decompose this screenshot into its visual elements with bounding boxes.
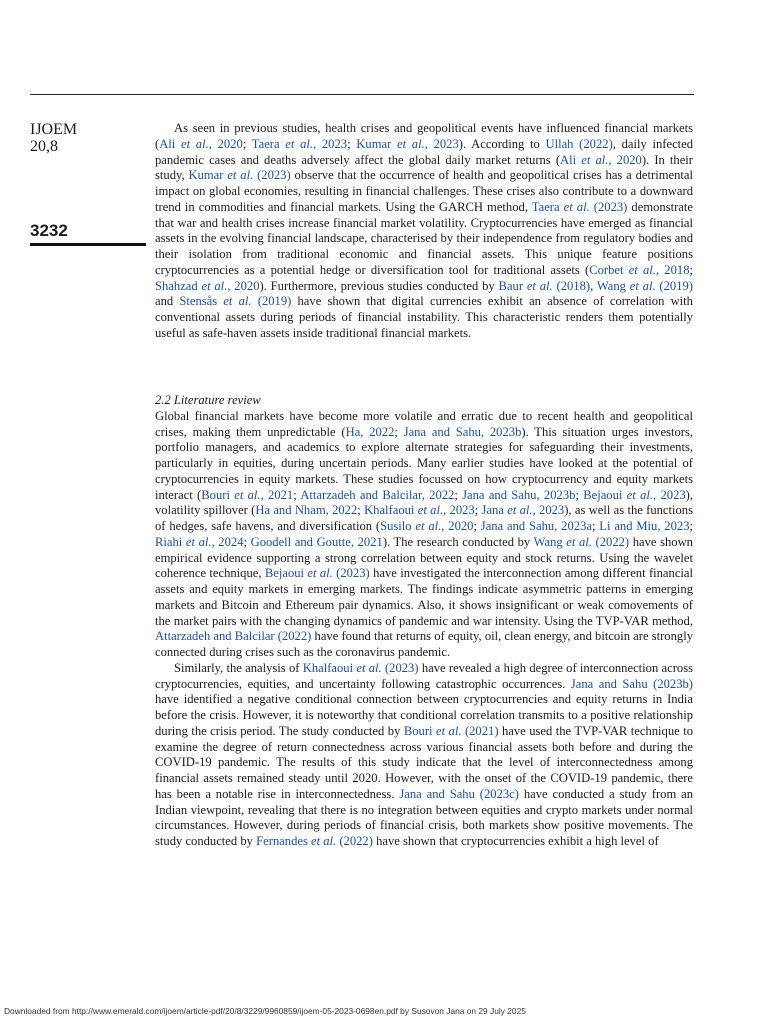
citation-link[interactable]: et al. xyxy=(563,199,590,214)
citation-link[interactable]: , 2023 xyxy=(313,136,348,151)
citation-link[interactable]: Jana xyxy=(481,503,508,518)
citation-link[interactable]: Baur xyxy=(498,278,527,293)
citation-link[interactable]: , 2020 xyxy=(608,152,642,167)
text-run: have revealed a high degree of interconnection across cryptocurrencies, equities, and uncertainty following catastrophic occurrences. xyxy=(155,660,693,691)
citation-link[interactable]: Khalfaoui xyxy=(364,503,418,518)
text-run: ; xyxy=(591,519,600,533)
citation-link[interactable]: Bejaoui xyxy=(583,487,627,502)
text-run: As seen in previous studies, health crises and geopolitical events have influenced financial markets ( xyxy=(155,121,693,151)
text-run: , xyxy=(590,278,597,293)
paragraph-literature-2 xyxy=(155,661,693,850)
journal-identifier xyxy=(30,121,77,155)
paragraph-intro xyxy=(155,121,693,342)
text-run: observe that the occurrence of health and geopolitical crises has a detrimental impact on global economies, resulting in financial challenges. These crises also contribute to a downward trend in commodities and financial markets. Using the GARCH method, xyxy=(155,168,693,214)
citation-link[interactable]: et al. xyxy=(181,136,209,151)
text-run: have investigated the interconnection among different financial assets and equity markets in emerging markets. The findings indicate asymmetric patterns in emerging markets and Bitcoin and Ethereum pair dynamics. Also, it shows insignificant or weak comovements of the market pairs with the changing dynamics of pandemic and war intensity. Using the TVP-VAR method, xyxy=(155,566,693,628)
citation-link[interactable]: Taera xyxy=(251,136,286,151)
citation-link[interactable]: Jana and Sahu (2023b) xyxy=(570,676,693,691)
citation-link[interactable]: (2022) xyxy=(336,834,373,848)
citation-link[interactable]: Wang xyxy=(596,278,630,293)
citation-link[interactable]: et al. xyxy=(629,278,656,293)
citation-link[interactable]: (2023) xyxy=(332,566,370,581)
text-run: ; xyxy=(454,487,463,502)
text-run: ; xyxy=(473,519,481,533)
text-run: ; xyxy=(293,487,301,502)
text-run: have shown empirical evidence supporting a strong correlation between equity and stock returns. Using the wavelet coherence technique, xyxy=(155,534,693,581)
page-number-rule xyxy=(30,243,146,246)
text-run: Global financial markets have become more volatile and erratic due to recent health and geopolitical crises, making them unpredictable ( xyxy=(155,408,693,439)
citation-link[interactable]: et al. xyxy=(526,278,553,293)
page-number: 3232 xyxy=(30,221,68,240)
text-run: ). Furthermore, previous studies conducted by xyxy=(259,278,499,293)
citation-link[interactable]: et al. xyxy=(227,168,254,183)
citation-link[interactable]: Khalfaoui xyxy=(302,660,357,675)
citation-link[interactable]: et al. xyxy=(415,519,442,533)
citation-link[interactable]: , 2021 xyxy=(260,487,294,502)
citation-link[interactable]: (2022) xyxy=(591,534,630,549)
journal-volume-issue: 20,8 xyxy=(30,138,58,155)
text-run: have found that returns of equity, oil, clean energy, and bitcoin are strongly connected during crises such as the coronavirus pandemic. xyxy=(155,629,693,659)
citation-link[interactable]: Taera xyxy=(531,199,564,214)
citation-link[interactable]: Ullah (2022) xyxy=(545,136,613,151)
literature-review-section xyxy=(155,393,693,850)
citation-link[interactable]: Shahzad xyxy=(155,278,202,293)
citation-link[interactable]: Corbet xyxy=(589,262,629,277)
text-run: ; xyxy=(357,503,365,518)
text-run: ), as well as the functions of hedges, safe havens, and diversification ( xyxy=(155,503,693,533)
citation-link[interactable]: Jana and Sahu, 2023b xyxy=(462,487,576,502)
text-run: ; xyxy=(242,136,252,151)
text-run: , daily infected pandemic cases and deaths adversely affect the global daily market returns ( xyxy=(155,136,694,167)
text-run: have shown that digital currencies exhibit an absence of correlation with conventional assets during periods of financial instability. This characteristic renders them potentially useful as safe-haven assets inside traditional financial markets. xyxy=(155,294,693,340)
citation-link[interactable]: Bouri xyxy=(403,723,436,738)
citation-link[interactable]: , 2023 xyxy=(532,503,565,518)
citation-link[interactable]: Jana and Sahu, 2023b xyxy=(403,424,522,439)
citation-link[interactable]: et al. xyxy=(417,503,444,518)
citation-link[interactable]: (2019) xyxy=(655,278,694,293)
body-text-top xyxy=(155,121,693,342)
text-run: ). This situation urges investors, portfolio managers, and academics to explore alternate strategies for safeguarding their investments, particularly in equities, during uncertain periods. Many earlier studies have looked at the potential of cryptocurrencies in equity markets. These studies focussed on how cryptocurrency and equity markets interact ( xyxy=(155,424,694,502)
citation-link[interactable]: (2019) xyxy=(251,294,292,309)
citation-link[interactable]: et al. xyxy=(566,534,592,549)
citation-link[interactable]: Ali xyxy=(159,136,182,151)
text-run: Similarly, the analysis of xyxy=(174,660,303,675)
citation-link[interactable]: (2023) xyxy=(381,660,419,675)
citation-link[interactable]: Ali xyxy=(560,152,582,167)
citation-link[interactable]: et al. xyxy=(628,262,656,277)
text-run: ; xyxy=(575,487,584,502)
section-title: 2.2 Literature review xyxy=(155,393,261,407)
citation-link[interactable]: et al. xyxy=(285,136,314,151)
citation-link[interactable]: et al. xyxy=(311,834,337,848)
citation-link[interactable]: Ha and Nham, 2022 xyxy=(255,503,358,518)
citation-link[interactable]: , 2023 xyxy=(443,503,475,518)
citation-link[interactable]: Stensås xyxy=(179,294,224,309)
citation-link[interactable]: (2018) xyxy=(552,278,591,293)
citation-link[interactable]: Attarzadeh and Balcilar, 2022 xyxy=(300,487,455,502)
citation-link[interactable]: et al. xyxy=(185,534,212,549)
text-run: ). The research conducted by xyxy=(382,534,534,549)
citation-link[interactable]: (2021) xyxy=(461,723,499,738)
citation-link[interactable]: et al. xyxy=(581,152,609,167)
citation-link[interactable]: Susilo xyxy=(380,519,416,533)
citation-link[interactable]: (2023) xyxy=(589,199,628,214)
text-run: ), volatility spillover ( xyxy=(155,487,694,518)
citation-link[interactable]: et al. xyxy=(396,136,425,151)
text-run: ). According to xyxy=(458,136,546,151)
citation-link[interactable]: Bejaoui xyxy=(264,566,308,581)
text-run: ; xyxy=(394,424,404,439)
text-run: ; xyxy=(689,519,693,533)
text-run: ; xyxy=(474,503,482,518)
citation-link[interactable]: , 2020 xyxy=(227,278,260,293)
text-run: ). In their study, xyxy=(155,152,694,183)
citation-link[interactable]: et al. xyxy=(507,503,533,518)
citation-link[interactable]: et al. xyxy=(307,566,333,581)
citation-link[interactable]: Ha, 2022 xyxy=(345,424,395,439)
citation-link[interactable]: Jana and Sahu (2023c) xyxy=(399,786,519,801)
citation-link[interactable]: Kumar xyxy=(188,168,228,183)
text-run: demonstrate that war and health crises increase financial market volatility. Cryptocurrencies have emerged as financial assets in the evolving financial landscape, characterised by their independence from regulatory bodies and their isolation from traditional economic and financial assets. This unique feature positions cryptocurrencies as a potential hedge or diversification tool for traditional assets ( xyxy=(155,199,693,277)
citation-link[interactable]: Wang xyxy=(533,534,567,549)
citation-link[interactable]: Attarzadeh and Balcilar (2022) xyxy=(155,629,312,644)
text-run: ; xyxy=(243,534,251,549)
text-run: have shown that cryptocurrencies exhibit a high level of xyxy=(372,834,659,848)
paragraph-literature-1 xyxy=(155,409,693,661)
citation-link[interactable]: Riahi xyxy=(155,534,186,549)
text-run: have used the TVP-VAR technique to examine the degree of return connectedness across various financial assets both before and during the COVID-19 pandemic. The results of this study indicate that the level of interconnectedness among financial assets remained steady until 2020. However, with the onset of the COVID-19 pandemic, there has been a notable rise in interconnectedness. xyxy=(155,723,693,801)
download-footer: Downloaded from http://www.emerald.com/ijoem/article-pdf/20/8/3229/9960859/ijoem-05-2023-0698en.pdf by Susovon Jana on 29 July 2025 xyxy=(4,1006,526,1016)
citation-link[interactable]: et al. xyxy=(201,278,228,293)
header-rule xyxy=(30,94,694,95)
text-run: have identified a negative conditional connection between cryptocurrencies and equity returns in India before the crisis. However, it is noteworthy that conditional correlation transmits to a positive relationship during the crisis period. The study conducted by xyxy=(155,692,693,738)
citation-link[interactable]: Goodell and Goutte, 2021 xyxy=(250,534,383,549)
text-run: and xyxy=(155,294,180,309)
citation-link[interactable]: (2023) xyxy=(253,168,291,183)
citation-link[interactable]: et al. xyxy=(234,487,261,502)
citation-link[interactable]: , 2020 xyxy=(208,136,243,151)
citation-link[interactable]: et al. xyxy=(223,294,252,309)
citation-link[interactable]: , 2023 xyxy=(653,487,686,502)
citation-link[interactable]: Bouri xyxy=(201,487,235,502)
citation-link[interactable]: , 2020 xyxy=(441,519,474,533)
citation-link[interactable]: , 2023 xyxy=(424,136,459,151)
citation-link[interactable]: et al. xyxy=(356,660,382,675)
citation-link[interactable]: et al. xyxy=(626,487,654,502)
citation-link[interactable]: Jana and Sahu, 2023a xyxy=(480,519,592,533)
citation-link[interactable]: et al. xyxy=(435,723,462,738)
text-run: ; xyxy=(689,262,693,277)
text-run: ; xyxy=(347,136,357,151)
citation-link[interactable]: Fernandes xyxy=(256,834,312,848)
journal-name: IJOEM xyxy=(30,121,78,138)
citation-link[interactable]: , 2018 xyxy=(655,262,690,277)
citation-link[interactable]: , 2024 xyxy=(211,534,244,549)
citation-link[interactable]: Li and Miu, 2023 xyxy=(599,519,690,533)
citation-link[interactable]: Kumar xyxy=(356,136,397,151)
text-run: have conducted a study from an Indian viewpoint, revealing that there is no integration between equities and crypto markets under normal circumstances. However, during periods of financial crisis, both markets show positive movements. The study conducted by xyxy=(155,786,694,848)
